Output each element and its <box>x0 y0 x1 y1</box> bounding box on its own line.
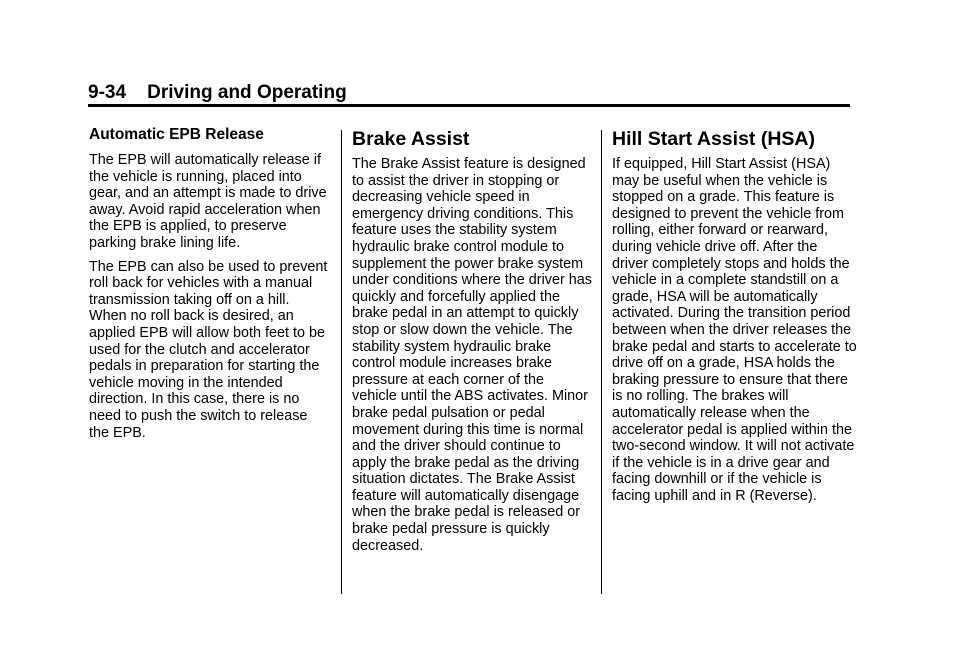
page-number: 9-34 <box>88 82 127 103</box>
header-spacer <box>126 82 147 103</box>
heading-hill-start-assist: Hill Start Assist (HSA) <box>612 128 815 150</box>
heading-automatic-epb-release: Automatic EPB Release <box>89 126 264 143</box>
paragraph: The EPB can also be used to prevent roll back for vehicles with a manual transmission taking off on a hill. When no roll back is desired, an applied EPB will allow both feet to be used for the clutch and accelerator pedals in preparation for starting the vehicle moving in the intended direction. In this case, there is no need to push the switch to release the EPB. <box>89 258 328 441</box>
paragraph: The EPB will automatically release if the vehicle is running, placed into gear, and an attempt is made to drive away. Avoid rapid acceleration when the EPB is applied, to preserve parking brake lining life. <box>89 152 327 251</box>
column-hill-start-assist <box>612 128 857 511</box>
page-header-text <box>88 82 347 104</box>
column-automatic-epb-release <box>89 126 329 448</box>
paragraph: If equipped, Hill Start Assist (HSA) may be useful when the vehicle is stopped on a grade. This feature is designed to prevent the vehicle from rolling, either forward or rearward, during vehicle drive off. After the driver completely stops and holds the vehicle in a complete standstill on a grade, HSA will be automatically activated. During the transition period between when the driver releases the brake pedal and starts to accelerate to drive off on a grade, HSA holds the braking pressure to ensure that there is no rolling. The brakes will automatically release when the accelerator pedal is applied within the two-second window. It will not activate if the vehicle is in a drive gear and facing downhill or if the vehicle is facing uphill and in R (Reverse). <box>612 156 857 504</box>
column-brake-assist <box>352 128 592 561</box>
heading-brake-assist: Brake Assist <box>352 128 470 150</box>
header-rule <box>88 104 850 107</box>
column-divider <box>341 130 342 594</box>
section-title: Driving and Operating <box>147 82 347 103</box>
page-header <box>88 82 850 104</box>
paragraph: The Brake Assist feature is designed to assist the driver in stopping or decreasing vehicle speed in emergency driving conditions. This feature uses the stability system hydraulic brake control module to supplement the power brake system under conditions where the driver has quickly and forcefully applied the brake pedal in an attempt to quickly stop or slow down the vehicle. The stability system hydraulic brake control module increases brake pressure at each corner of the vehicle until the ABS activates. Minor brake pedal pulsation or pedal movement during this time is normal and the driver should continue to apply the brake pedal as the driving situation dictates. The Brake Assist feature will automatically disengage when the brake pedal is released or brake pedal pressure is quickly decreased. <box>352 156 592 554</box>
column-divider <box>601 130 602 594</box>
